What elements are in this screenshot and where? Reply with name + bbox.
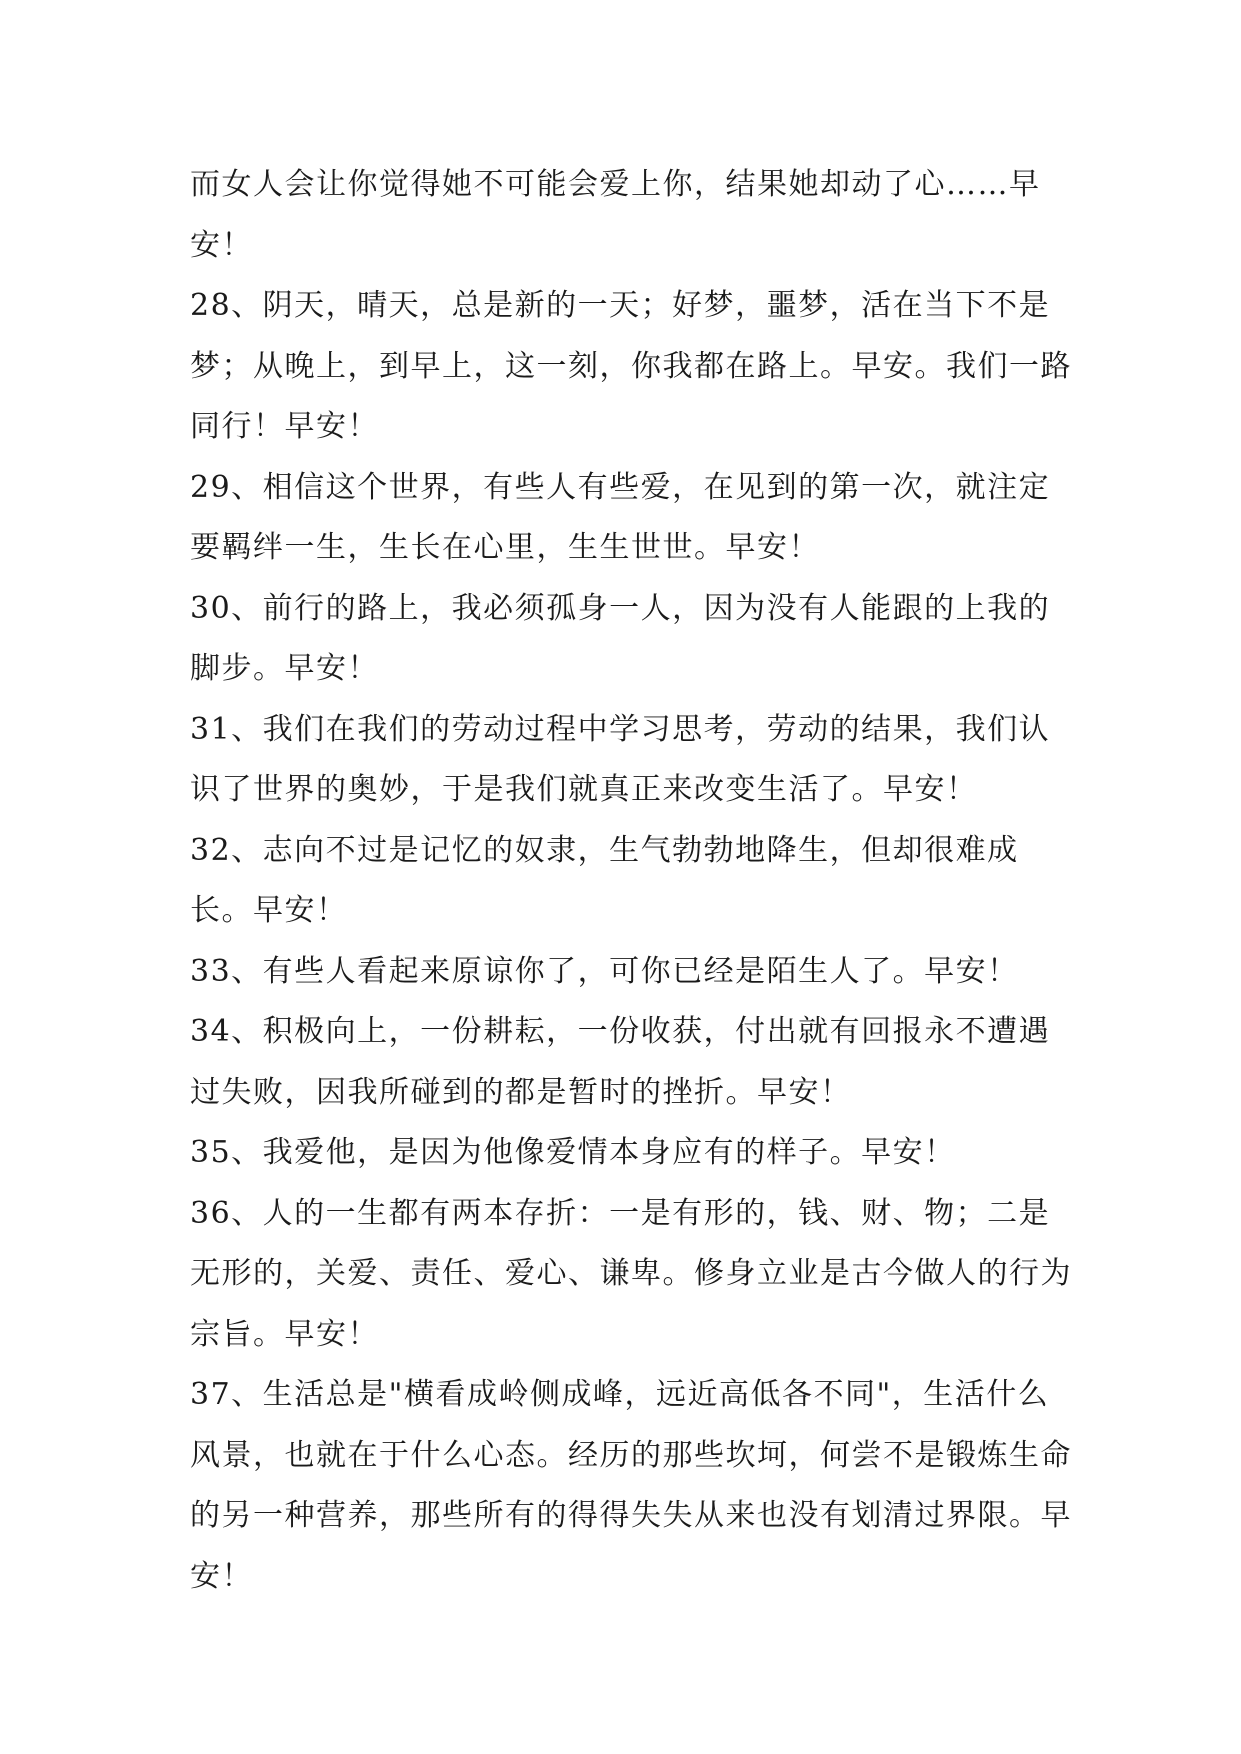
paragraph-29: 29、相信这个世界，有些人有些爱，在见到的第一次，就注定要羁绊一生，生长在心里，生生世世。早安！ [190, 469, 1051, 565]
paragraph-36: 36、人的一生都有两本存折：一是有形的，钱、财、物；二是无形的，关爱、责任、爱心、谦卑。修身立业是古今做人的行为宗旨。早安！ [190, 1195, 1072, 1352]
paragraph-37: 37、生活总是"横看成岭侧成峰，远近高低各不同"，生活什么风景，也就在于什么心态。经历的那些坎坷，何尝不是锻炼生命的另一种营养，那些所有的得得失失从来也没有划清过界限。早安！ [190, 1377, 1072, 1594]
paragraph-34: 34、积极向上，一份耕耘，一份收获，付出就有回报永不遭遇过失败，因我所碰到的都是暂时的挫折。早安！ [190, 1014, 1051, 1110]
paragraph-31: 31、我们在我们的劳动过程中学习思考，劳动的结果，我们认识了世界的奥妙，于是我们就真正来改变生活了。早安！ [190, 711, 1051, 807]
paragraph-33: 33、有些人看起来原谅你了，可你已经是陌生人了。早安！ [190, 953, 1019, 989]
paragraph-intro: 而女人会让你觉得她不可能会爱上你，结果她却动了心……早安！ [190, 167, 1041, 263]
document-body [190, 155, 1080, 1607]
paragraph-30: 30、前行的路上，我必须孤身一人，因为没有人能跟的上我的脚步。早安！ [190, 590, 1051, 686]
paragraph-35: 35、我爱他，是因为他像爱情本身应有的样子。早安！ [190, 1135, 956, 1170]
paragraph-28: 28、阴天，晴天，总是新的一天；好梦，噩梦，活在当下不是梦；从晚上，到早上，这一刻，你我都在路上。早安。我们一路同行！早安！ [190, 288, 1072, 444]
paragraph-32: 32、志向不过是记忆的奴隶，生气勃勃地降生，但却很难成长。早安！ [190, 832, 1019, 928]
